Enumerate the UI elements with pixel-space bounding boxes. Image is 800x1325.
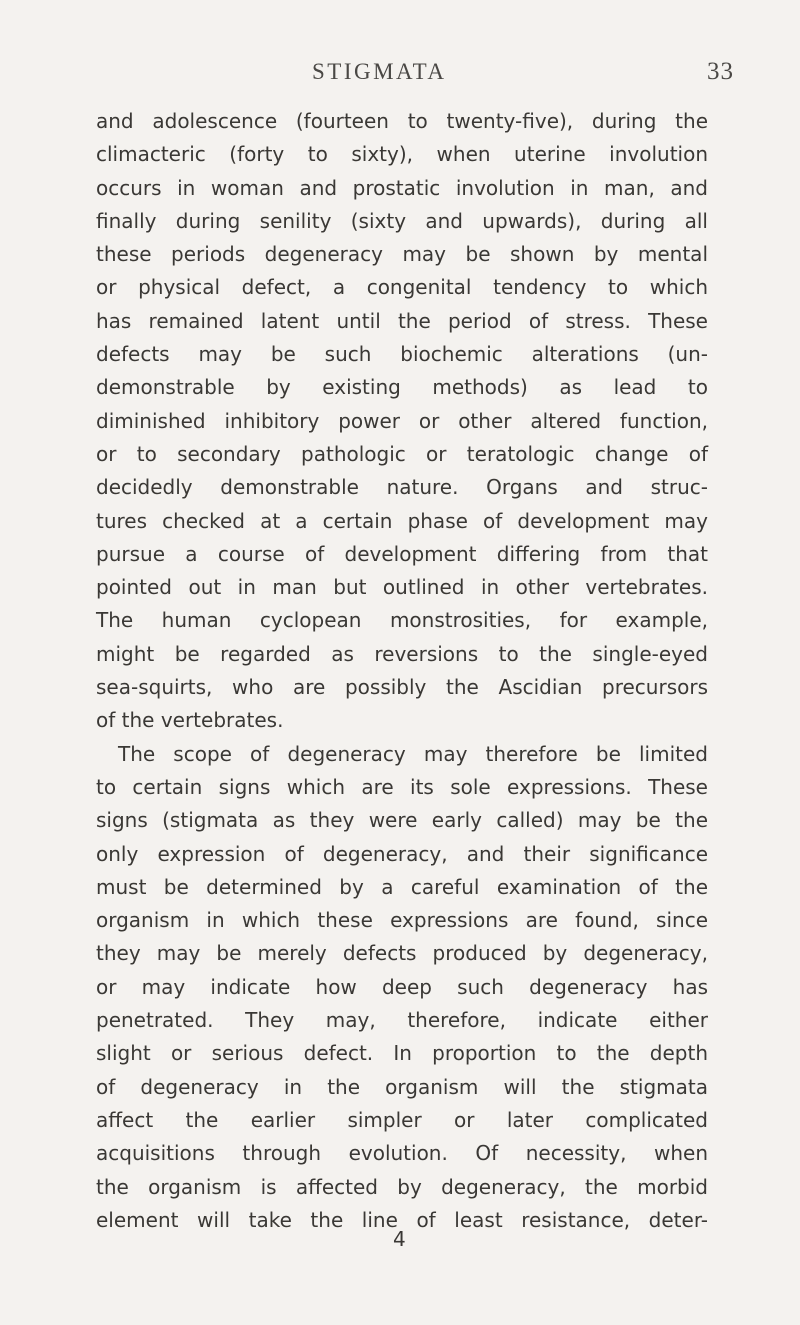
text-line: these periods degeneracy may be shown by mental — [96, 242, 708, 267]
text-line: acquisitions through evolution. Of necessity, when — [96, 1141, 708, 1166]
text-line: to certain signs which are its sole expressions. These — [96, 774, 708, 799]
text-line: signs (stigmata as they were early called) may be the — [96, 808, 708, 833]
text-line: affect the earlier simpler or later complicated — [96, 1107, 708, 1132]
text-line: or may indicate how deep such degeneracy has — [96, 974, 708, 999]
text-line: or to secondary pathologic or teratologic change of — [96, 441, 708, 466]
text-line: pursue a course of development differing from that — [96, 541, 708, 566]
body-text — [96, 105, 708, 1237]
text-line: The human cyclopean monstrosities, for example, — [96, 608, 708, 633]
text-line: finally during senility (sixty and upwards), during all — [96, 208, 708, 233]
text-line: tures checked at a certain phase of development may — [96, 508, 708, 533]
text-line: only expression of degeneracy, and their significance — [96, 841, 708, 866]
text-line: the organism is affected by degeneracy, the morbid — [96, 1174, 708, 1199]
text-line: and adolescence (fourteen to twenty-five), during the — [96, 109, 708, 133]
text-line: slight or serious defect. In proportion to the depth — [96, 1041, 708, 1066]
text-line: diminished inhibitory power or other altered function, — [96, 408, 708, 433]
text-line: pointed out in man but outlined in other vertebrates. — [96, 575, 708, 600]
text-line: of degeneracy in the organism will the stigmata — [96, 1074, 708, 1099]
text-line: might be regarded as reversions to the single-eyed — [96, 641, 708, 666]
text-line: occurs in woman and prostatic involution in man, and — [96, 175, 708, 200]
running-head — [0, 59, 800, 89]
text-line: organism in which these expressions are found, since — [96, 908, 708, 933]
text-line: or physical defect, a congenital tendency to which — [96, 275, 708, 300]
text-line: penetrated. They may, therefore, indicate either — [96, 1008, 708, 1033]
text-line: decidedly demonstrable nature. Organs and struc- — [96, 475, 708, 500]
page-number: 33 — [707, 58, 734, 85]
text-line: they may be merely defects produced by degeneracy, — [96, 941, 708, 966]
text-line: must be determined by a careful examination of the — [96, 874, 708, 899]
text-line: of the vertebrates. — [96, 708, 284, 733]
text-line: defects may be such biochemic alterations (un- — [96, 342, 708, 367]
text-line: element will take the line of least resistance, deter- — [96, 1207, 708, 1232]
signature-mark: 4 — [393, 1227, 406, 1251]
text-line: climacteric (forty to sixty), when uterine involution — [96, 142, 708, 167]
text-line: has remained latent until the period of stress. These — [96, 308, 708, 333]
running-title: STIGMATA — [312, 59, 447, 84]
text-line: The scope of degeneracy may therefore be limited — [118, 741, 708, 766]
text-line: sea-squirts, who are possibly the Ascidian precursors — [96, 675, 708, 700]
text-line: demonstrable by existing methods) as lead to — [96, 375, 708, 400]
